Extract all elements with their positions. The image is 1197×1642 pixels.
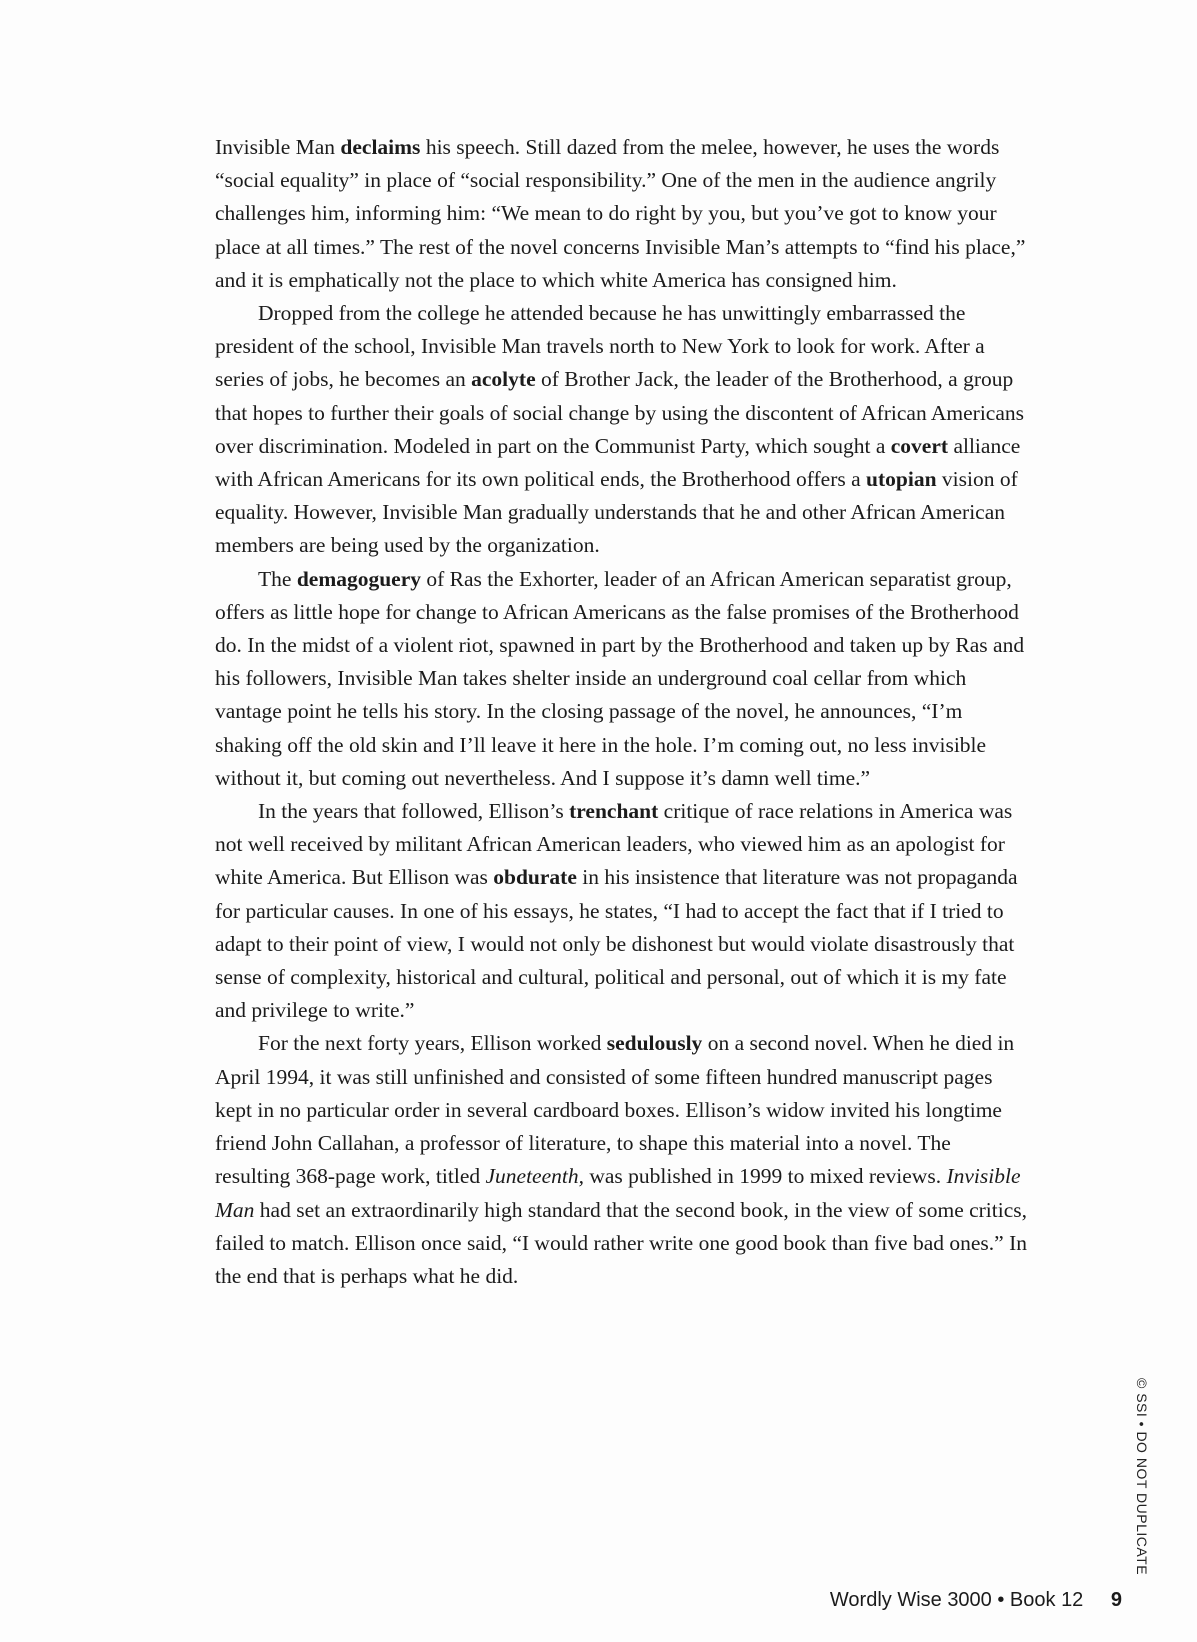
paragraph-text: In the years that followed, Ellison’s — [258, 799, 570, 824]
vocabulary-word: trenchant — [569, 799, 659, 824]
paragraph-text: For the next forty years, Ellison worked — [258, 1031, 607, 1056]
vocabulary-word: obdurate — [493, 865, 577, 890]
vocabulary-word: utopian — [866, 467, 937, 492]
paragraph — [215, 131, 1030, 297]
paragraph-text: his speech. Still dazed from the melee, however, he uses the words “social equality” in place of “social responsibility.” One of the men in the audience angrily challenges him, informing him: “We mean to do right by you, but you’ve got to know your place at all times.” The rest of the novel concerns Invisible Man’s attempts to “find his place,” and it is emphatically not the place to which white America has consigned him. — [215, 135, 1026, 292]
paragraph-text: critique of race relations in America was not well received by militant African American leaders, who viewed him as an apologist for white America. But Ellison was — [215, 799, 1013, 890]
vocabulary-word: covert — [890, 433, 949, 458]
footer-book-title: Wordly Wise 3000 • Book 12 — [829, 1589, 1084, 1611]
paragraph-text: The — [258, 566, 297, 591]
paragraph-text: was published in 1999 to mixed reviews. — [583, 1164, 947, 1189]
paragraph-text: had set an extraordinarily high standard that the second book, in the view of some critics, failed to match. Ellison once said, “I would rather write one good book than five bad ones.” In the end that is perhaps what he did. — [215, 1197, 1028, 1288]
copyright-notice: © SSI • DO NOT DUPLICATE — [1134, 1378, 1150, 1576]
paragraph-text: of Brother Jack, the leader of the Brotherhood, a group that hopes to further their goals of social change by using the discontent of African Americans over discrimination. Modeled in part on the Communist Party, which sought a — [215, 367, 1025, 458]
vocabulary-word: acolyte — [471, 367, 536, 392]
paragraph-text: Invisible Man — [215, 135, 341, 159]
body-text — [215, 131, 1030, 1293]
paragraph-text: vision of equality. However, Invisible Man gradually understands that he and other African American members are being used by the organization. — [215, 467, 1018, 558]
vocabulary-word: declaims — [340, 135, 421, 159]
italic-title: Invisible Man — [215, 1164, 1021, 1222]
paragraph — [215, 795, 1030, 1027]
vocabulary-word: sedulously — [606, 1031, 703, 1056]
paragraph-text: Dropped from the college he attended because he has unwittingly embarrassed the president of the school, Invisible Man travels north to New York to look for work. After a series of jobs, he becomes an — [215, 301, 985, 392]
paragraph — [215, 297, 1030, 563]
paragraph-text: on a second novel. When he died in April 1994, it was still unfinished and consisted of some fifteen hundred manuscript pages kept in no particular order in several cardboard boxes. Ellison’s widow invited his longtime friend John Callahan, a professor of literature, to shape this material into a novel. The resulting 368-page work, titled — [215, 1031, 1015, 1189]
italic-title: Juneteenth, — [485, 1164, 584, 1189]
page-footer — [830, 1589, 1122, 1612]
paragraph — [215, 563, 1030, 795]
paragraph-text: in his insistence that literature was not propaganda for particular causes. In one of his essays, he states, “I had to accept the fact that if I tried to adapt to their point of view, I would not only be dishonest but would violate disastrously that sense of complexity, historical and cultural, political and personal, out of which it is my fate and privilege to write.” — [215, 865, 1018, 1023]
vocabulary-word: demagoguery — [296, 566, 422, 591]
paragraph — [215, 1027, 1030, 1293]
paragraph-text: of Ras the Exhorter, leader of an African American separatist group, offers as little hope for change to African Americans as the false promises of the Brotherhood do. In the midst of a violent riot, spawned in part by the Brotherhood and taken up by Ras and his followers, Invisible Man takes shelter inside an underground coal cellar from which vantage point he tells his story. In the closing passage of the novel, he announces, “I’m shaking off the old skin and I’ll leave it here in the hole. I’m coming out, no less invisible without it, but coming out nevertheless. And I suppose it’s damn well time.” — [215, 566, 1025, 790]
page-number: 9 — [1110, 1589, 1122, 1611]
paragraph-text: alliance with African Americans for its own political ends, the Brotherhood offers a — [215, 433, 1021, 492]
